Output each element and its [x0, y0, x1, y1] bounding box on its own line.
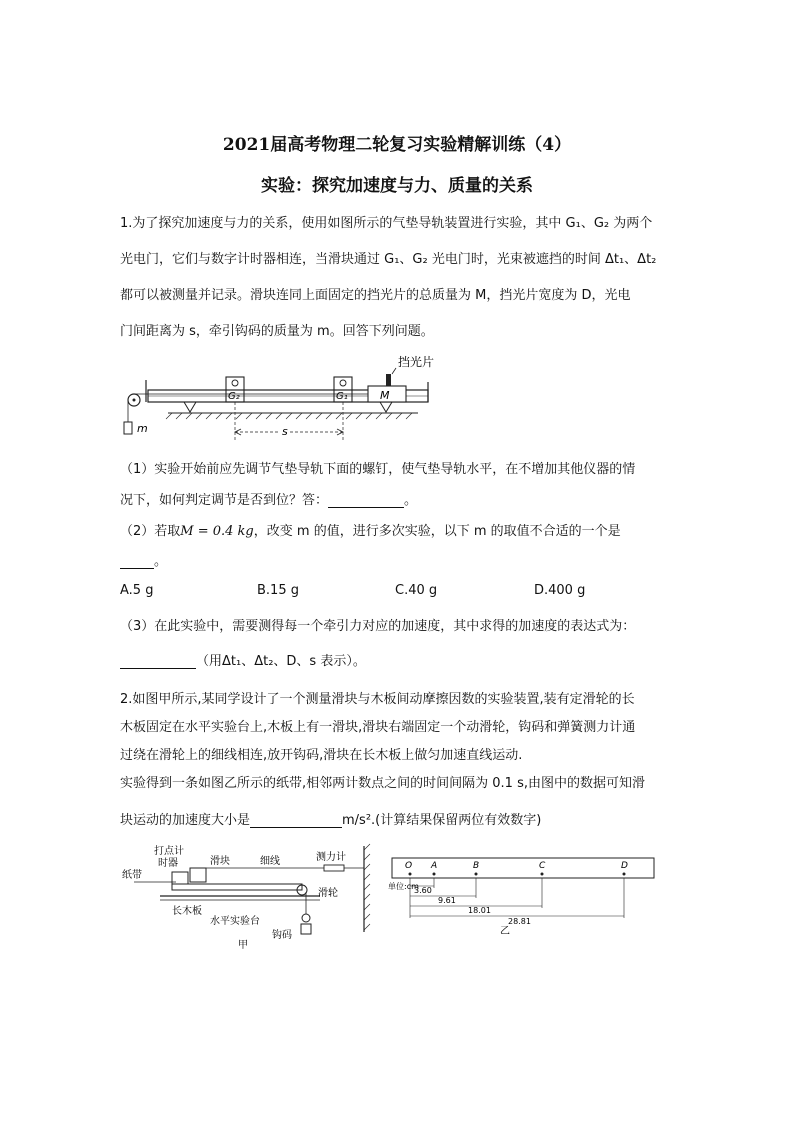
- label-hook: 钩码: [272, 930, 292, 941]
- caption-yi: 乙: [500, 926, 510, 934]
- figure-yi: [388, 852, 663, 934]
- point-c: C: [539, 861, 546, 871]
- label-timer-2: 时器: [158, 858, 178, 869]
- q1-sub2-prefix: （2）若取: [120, 524, 181, 539]
- answer-blank-1[interactable]: [328, 493, 404, 508]
- option-c[interactable]: C.40 g: [395, 583, 438, 598]
- q2-text-line-2: 木板固定在水平实验台上,木板上有一滑块,滑块右端固定一个动滑轮，钩码和弹簧测力计通: [120, 720, 636, 735]
- label-s: s: [282, 425, 288, 438]
- slider-block: [190, 868, 206, 882]
- q2-unit: m/s².(计算结果保留两位有效数字): [342, 813, 542, 828]
- hook-weight: [301, 924, 311, 934]
- answer-blank-3[interactable]: [120, 654, 196, 669]
- force-meter: [324, 865, 344, 871]
- hanging-mass: [124, 422, 132, 434]
- point-o: O: [405, 861, 413, 871]
- q2-text-line-3: 过绕在滑轮上的细线相连,放开钩码,滑块在长木板上做匀加速直线运动.: [120, 748, 523, 763]
- q1-text-line-4: 门间距离为 s，牵引钩码的质量为 m。回答下列问题。: [120, 324, 434, 339]
- distance-oc: 18.01: [468, 906, 491, 915]
- q1-sub2-formula: M = 0.4 kg: [180, 524, 254, 539]
- q1-text-line-1: 1.为了探究加速度与力的关系，使用如图所示的气垫导轨装置进行实验，其中 G₁、G₂ 为两个: [120, 216, 653, 231]
- label-g1: G₁: [336, 391, 348, 402]
- q1-sub2-end: 。: [154, 554, 168, 569]
- q1-text-line-2: 光电门，它们与数字计时器相连，当滑块通过 G₁、G₂ 光电门时，光束被遮挡的时间 Δt₁、Δt₂: [120, 252, 657, 267]
- answer-blank-4[interactable]: [250, 813, 342, 828]
- distance-od: 28.81: [508, 917, 531, 926]
- q2-text-line-4: 实验得到一条如图乙所示的纸带,相邻两计数点之间的时间间隔为 0.1 s,由图中的数据可知滑: [120, 776, 645, 791]
- label-m: m: [137, 422, 148, 435]
- q1-sub1-line-1: （1）实验开始前应先调节气垫导轨下面的螺钉，使气垫导轨水平，在不增加其他仪器的情: [120, 462, 636, 477]
- long-board: [172, 884, 302, 890]
- page-title: 2021届高考物理二轮复习实验精解训练（4）: [222, 135, 572, 155]
- label-table: 水平实验台: [210, 916, 260, 927]
- label-shutter: 挡光片: [398, 355, 435, 369]
- q1-sub3-line-1: （3）在此实验中，需要测得每一个牵引力对应的加速度，其中求得的加速度的表达式为：: [120, 619, 636, 634]
- label-timer: 打点计: [154, 846, 184, 857]
- q1-sub2-suffix: ，改变 m 的值，进行多次实验，以下 m 的取值不合适的一个是: [253, 524, 621, 539]
- caption-jia: 甲: [238, 940, 248, 950]
- option-d[interactable]: D.400 g: [534, 583, 586, 598]
- q2-text-line-1: 2.如图甲所示,某同学设计了一个测量滑块与木板间动摩擦因数的实验装置,装有定滑轮的长: [120, 692, 635, 707]
- label-board: 长木板: [172, 906, 202, 917]
- label-tape: 纸带: [122, 870, 142, 881]
- q1-sub1-line-2: [120, 489, 417, 508]
- label-string: 细线: [260, 856, 280, 867]
- point-d: D: [621, 861, 628, 871]
- air-track-figure: [120, 350, 440, 445]
- point-b: B: [473, 861, 480, 871]
- label-unit: 单位:cm: [388, 882, 419, 891]
- label-g2: G₂: [228, 391, 240, 402]
- figure-jia: [120, 840, 380, 950]
- option-b[interactable]: B.15 g: [257, 583, 299, 598]
- light-shutter: [386, 374, 391, 386]
- q2-prompt: 块运动的加速度大小是: [120, 813, 251, 828]
- q1-sub1-end: 。: [404, 493, 418, 508]
- option-a[interactable]: A.5 g: [120, 583, 154, 598]
- page-subtitle: 实验：探究加速度与力、质量的关系: [261, 176, 533, 196]
- q1-sub2-line-2: [120, 550, 167, 569]
- label-pulley: 滑轮: [318, 888, 338, 899]
- q1-sub2-line-1: [120, 520, 621, 539]
- distance-ob: 9.61: [438, 896, 456, 905]
- point-a: A: [431, 861, 438, 871]
- q1-text-line-3: 都可以被测量并记录。滑块连同上面固定的挡光片的总质量为 M，挡光片宽度为 D，光电: [120, 288, 631, 303]
- label-M: M: [380, 389, 390, 402]
- distance-oa: 3.60: [414, 886, 432, 895]
- q2-text-line-5: [120, 809, 541, 828]
- label-meter: 测力计: [316, 852, 346, 863]
- answer-blank-2[interactable]: [120, 554, 154, 569]
- q1-sub1-prompt: 况下，如何判定调节是否到位？答：: [120, 493, 329, 508]
- q1-sub3-hint: （用Δt₁、Δt₂、D、s 表示）。: [196, 654, 366, 669]
- q1-sub3-line-2: [120, 650, 366, 669]
- label-slider: 滑块: [210, 856, 230, 867]
